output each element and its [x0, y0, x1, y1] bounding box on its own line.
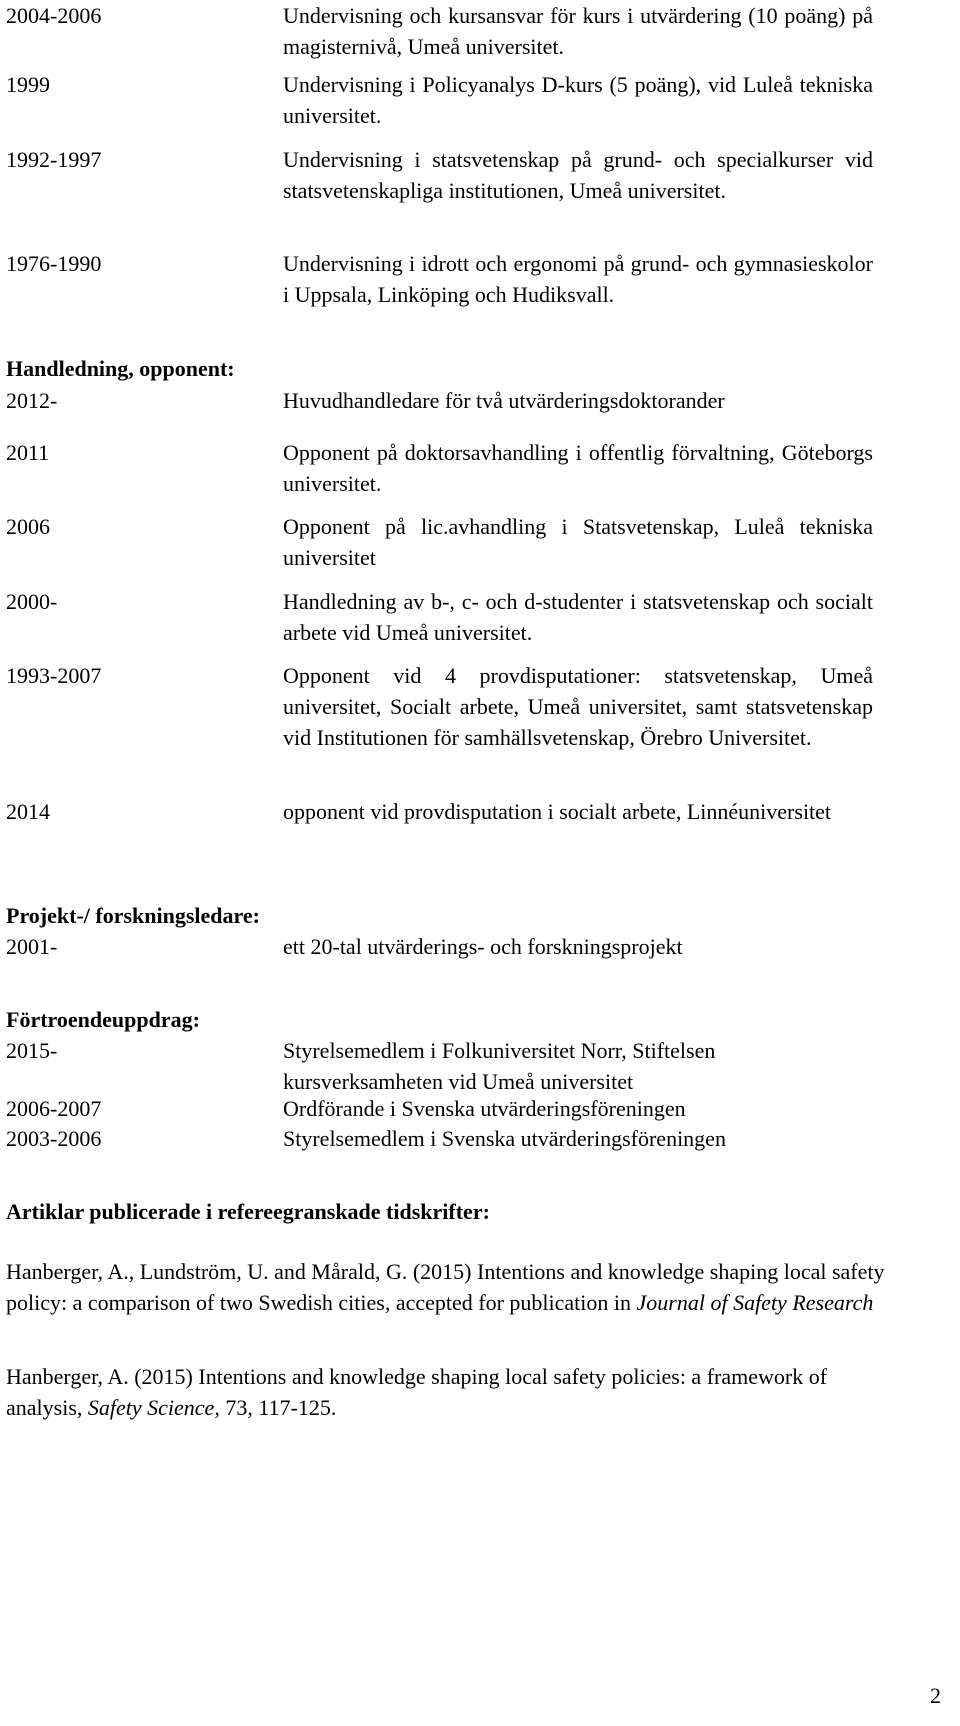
entry-date: 2012-	[6, 388, 58, 413]
entry-text: Handledning av b-, c- och d-studenter i statsvetenskap och socialt arbete vid Umeå universitet.	[283, 589, 873, 645]
supervision-entry	[6, 437, 873, 499]
supervision-entry	[6, 586, 873, 648]
supervision-entry	[6, 385, 873, 416]
entry-date: 1976-1990	[6, 251, 102, 276]
section-heading-articles: Artiklar publicerade i refereegranskade tidskrifter:	[6, 1199, 490, 1224]
teaching-entry	[6, 0, 873, 62]
entry-date: 2004-2006	[6, 3, 102, 28]
reference-text: Hanberger, A. (2015) Intentions and knowledge shaping local safety policies: a framework of analysis,	[6, 1364, 828, 1420]
journal-title: Journal of Safety Research	[636, 1290, 874, 1315]
assignment-entry	[6, 1123, 873, 1154]
supervision-entry	[6, 511, 873, 573]
teaching-entry	[6, 144, 873, 206]
entry-text: Opponent på lic.avhandling i Statsvetenskap, Luleå tekniska universitet	[283, 514, 873, 570]
entry-date: 2006	[6, 514, 50, 539]
entry-text: Opponent vid 4 provdisputationer: statsvetenskap, Umeå universitet, Socialt arbete, Umeå universitet, samt statsvetenskap vid Institutionen för samhällsvetenskap, Örebro Universitet.	[283, 663, 873, 750]
entry-text: Huvudhandledare för två utvärderingsdoktorander	[283, 388, 725, 413]
entry-date: 2014	[6, 799, 50, 824]
section-heading-assignments: Förtroendeuppdrag:	[6, 1007, 200, 1032]
entry-date: 2003-2006	[6, 1126, 102, 1151]
supervision-entry	[6, 796, 873, 827]
entry-text: Undervisning och kursansvar för kurs i utvärdering (10 poäng) på magisternivå, Umeå universitet.	[283, 3, 873, 59]
page-number: 2	[930, 1683, 941, 1708]
entry-text: Undervisning i statsvetenskap på grund- och specialkurser vid statsvetenskapliga institutionen, Umeå universitet.	[283, 147, 873, 203]
entry-text: ett 20-tal utvärderings- och forskningsprojekt	[283, 934, 683, 959]
entry-text: Undervisning i idrott och ergonomi på grund- och gymnasieskolor i Uppsala, Linköping och Hudiksvall.	[283, 251, 873, 307]
entry-text: Ordförande i Svenska utvärderingsföreningen	[283, 1096, 686, 1121]
teaching-entry	[6, 248, 873, 310]
entry-text: Styrelsemedlem i Folkuniversitet Norr, Stiftelsen kursverksamheten vid Umeå universitet	[283, 1038, 716, 1094]
section-heading-projects: Projekt-/ forskningsledare:	[6, 903, 260, 928]
reference-entry	[6, 1256, 906, 1318]
project-entry	[6, 931, 903, 962]
entry-date: 2006-2007	[6, 1096, 102, 1121]
reference-tail: 73, 117-125.	[219, 1395, 337, 1420]
assignment-entry	[6, 1035, 873, 1097]
entry-date: 2011	[6, 440, 50, 465]
reference-entry	[6, 1361, 906, 1423]
entry-text: Opponent på doktorsavhandling i offentlig förvaltning, Göteborgs universitet.	[283, 440, 873, 496]
entry-date: 2015-	[6, 1038, 58, 1063]
entry-date: 1999	[6, 72, 50, 97]
entry-date: 1993-2007	[6, 663, 102, 688]
entry-text: opponent vid provdisputation i socialt arbete, Linnéuniversitet	[283, 799, 832, 824]
entry-text: Undervisning i Policyanalys D-kurs (5 poäng), vid Luleå tekniska universitet.	[283, 72, 873, 128]
teaching-entry	[6, 69, 873, 131]
journal-title: Safety Science,	[87, 1395, 220, 1420]
assignment-entry	[6, 1093, 873, 1124]
entry-date: 1992-1997	[6, 147, 102, 172]
reference-text: Hanberger, A., Lundström, U. and Mårald, G. (2015) Intentions and knowledge shaping local safety policy: a comparison of two Swedish cities, accepted for publication in	[6, 1259, 885, 1315]
supervision-entry	[6, 660, 873, 753]
entry-date: 2000-	[6, 589, 58, 614]
entry-text: Styrelsemedlem i Svenska utvärderingsföreningen	[283, 1126, 726, 1151]
section-heading-supervision: Handledning, opponent:	[6, 356, 235, 381]
entry-date: 2001-	[6, 934, 58, 959]
